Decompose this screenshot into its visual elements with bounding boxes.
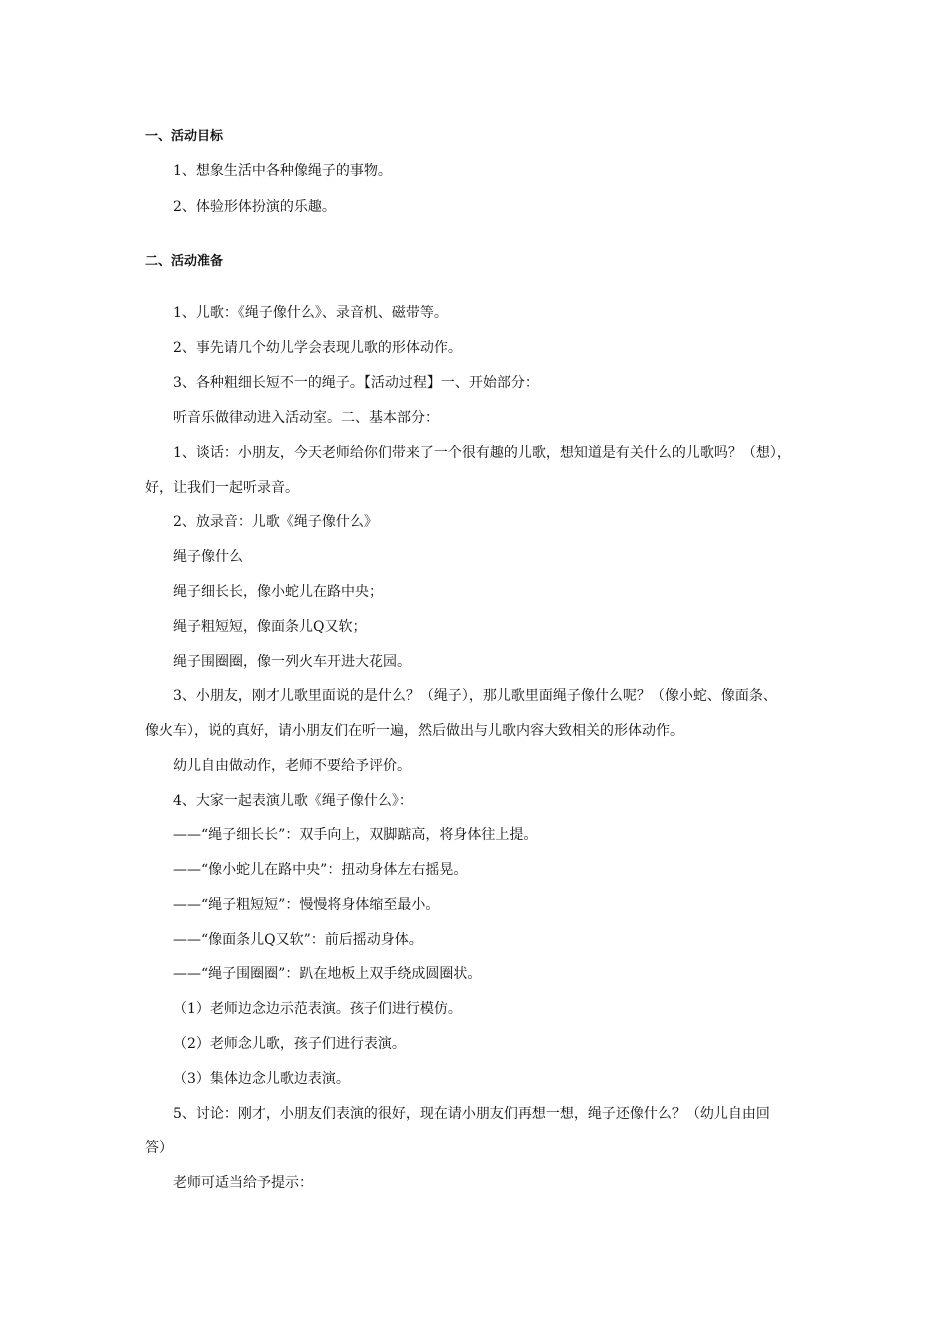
prep-item-1: 1、儿歌：《绳子像什么》、录音机、磁带等。 — [173, 305, 448, 321]
goal-item-1: 1、想象生活中各种像绳子的事物。 — [173, 163, 392, 179]
sub-step-1: （1）老师边念边示范表演。孩子们进行模仿。 — [173, 1001, 462, 1017]
action-line-1: ——“绳子细长长”：双手向上，双脚踮高，将身体往上提。 — [173, 827, 538, 843]
section-heading-preparation: 二、活动准备 — [145, 254, 224, 269]
step5-line1: 5、讨论：刚才，小朋友们表演的很好，现在请小朋友们再想一想，绳子还像什么？（幼儿自由回 — [173, 1106, 770, 1122]
goal-item-2: 2、体验形体扮演的乐趣。 — [173, 199, 336, 215]
step2-paragraph: 2、放录音：儿歌《绳子像什么》 — [173, 514, 378, 530]
intro-paragraph: 听音乐做律动进入活动室。二、基本部分： — [173, 410, 439, 426]
step3-line1: 3、小朋友，刚才儿歌里面说的是什么？（绳子），那儿歌里面绳子像什么呢？（像小蛇、像面条、 — [173, 688, 777, 704]
song-line-2: 绳子粗短短，像面条儿Q又软； — [173, 619, 367, 635]
section-heading-goals: 一、活动目标 — [145, 129, 224, 144]
song-line-1: 绳子细长长，像小蛇儿在路中央； — [173, 584, 383, 600]
free-move-paragraph: 幼儿自由做动作，老师不要给予评价。 — [173, 758, 411, 774]
action-line-4: ——“像面条儿Q又软”：前后摇动身体。 — [173, 932, 423, 948]
step1-line1: 1、谈话：小朋友，今天老师给你们带来了一个很有趣的儿歌，想知道是有关什么的儿歌吗？（想）， — [173, 445, 791, 461]
step3-line2: 像火车），说的真好，请小朋友们在听一遍，然后做出与儿歌内容大致相关的形体动作。 — [145, 723, 684, 739]
song-line-3: 绳子围圈圈，像一列火车开进大花园。 — [173, 654, 411, 670]
sub-step-3: （3）集体边念儿歌边表演。 — [173, 1071, 350, 1087]
step4-paragraph: 4、大家一起表演儿歌《绳子像什么》： — [173, 793, 413, 809]
step5-line2: 答） — [145, 1140, 173, 1156]
sub-step-2: （2）老师念儿歌，孩子们进行表演。 — [173, 1036, 406, 1052]
prep-item-3: 3、各种粗细长短不一的绳子。【活动过程】一、开始部分： — [173, 375, 539, 391]
song-title: 绳子像什么 — [173, 549, 243, 565]
action-line-2: ——“像小蛇儿在路中央”：扭动身体左右摇晃。 — [173, 862, 468, 878]
action-line-3: ——“绳子粗短短”：慢慢将身体缩至最小。 — [173, 897, 440, 913]
step1-line2: 好，让我们一起听录音。 — [145, 480, 299, 496]
hint-paragraph: 老师可适当给予提示： — [173, 1175, 313, 1191]
prep-item-2: 2、事先请几个幼儿学会表现儿歌的形体动作。 — [173, 340, 462, 356]
action-line-5: ——“绳子围圈圈”：趴在地板上双手绕成圆圈状。 — [173, 966, 482, 982]
